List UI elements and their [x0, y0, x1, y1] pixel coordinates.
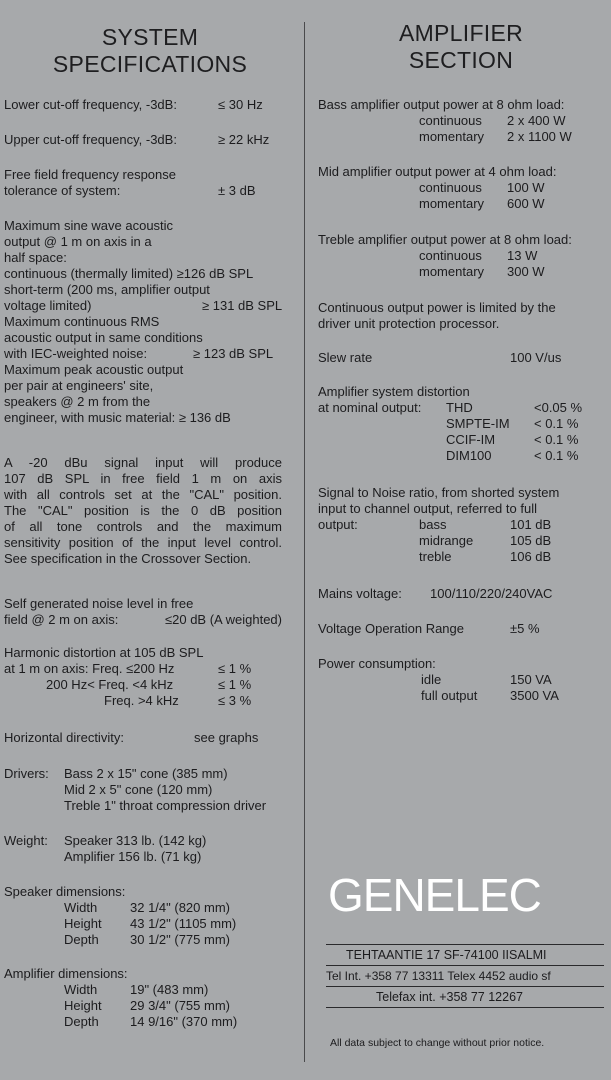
- upper-cutoff-value: ≥ 22 kHz: [218, 132, 270, 147]
- snr-mid-value: 105 dB: [510, 533, 552, 548]
- upper-cutoff-label: Upper cut-off frequency, -3dB:: [4, 132, 177, 147]
- system-heading: [0, 24, 300, 78]
- mains-voltage-value: 100/110/220/240VAC: [430, 586, 553, 601]
- treble-momentary-label: momentary: [419, 264, 485, 279]
- snr-mid-label: midrange: [419, 533, 474, 548]
- speaker-dimensions-label: Speaker dimensions:: [4, 884, 126, 899]
- bass-amp-title: Bass amplifier output power at 8 ohm load:: [318, 97, 565, 112]
- voltage-range-label: Voltage Operation Range: [318, 621, 464, 636]
- address-bottom-rule: [326, 1007, 604, 1008]
- maxsine-line-9-label: with IEC-weighted noise:: [4, 346, 148, 361]
- slew-rate-value: 100 V/us: [510, 350, 562, 365]
- cal-paragraph-line-6: sensitivity position of the input level control.: [4, 535, 282, 550]
- address-top-rule: [326, 944, 604, 945]
- drivers-bass: Bass 2 x 15" cone (385 mm): [64, 766, 228, 781]
- drivers-mid: Mid 2 x 5" cone (120 mm): [64, 782, 213, 797]
- cal-paragraph-line-5: of all tone controls and the maximum: [4, 519, 282, 534]
- treble-continuous-value: 13 W: [507, 248, 538, 263]
- amplifier-depth-label: Depth: [64, 1014, 99, 1029]
- snr-line-2: input to channel output, referred to full: [318, 501, 537, 516]
- power-full-label: full output: [421, 688, 478, 703]
- telephone-line: Tel Int. +358 77 13311 Telex 4452 audio sf: [326, 969, 551, 983]
- address-rule-2: [326, 965, 604, 966]
- distortion-dim-value: < 0.1 %: [534, 448, 579, 463]
- distortion-dim-label: DIM100: [446, 448, 492, 463]
- treble-amp-title: Treble amplifier output power at 8 ohm load:: [318, 232, 572, 247]
- noise-line-2-label: field @ 2 m on axis:: [4, 612, 119, 627]
- amplifier-depth-value: 14 9/16" (370 mm): [130, 1014, 238, 1029]
- power-full-value: 3500 VA: [510, 688, 559, 703]
- weight-label: Weight:: [4, 833, 48, 848]
- maxsine-line-12: speakers @ 2 m from the: [4, 394, 151, 409]
- freefield-line-1: Free field frequency response: [4, 167, 176, 182]
- harmonic-line-4-value: ≤ 3 %: [218, 693, 252, 708]
- telefax-line: Telefax int. +358 77 12267: [376, 990, 523, 1004]
- noise-line-1: Self generated noise level in free: [4, 596, 194, 611]
- harmonic-line-3-value: ≤ 1 %: [218, 677, 252, 692]
- maxsine-line-6-value: ≥ 131 dB SPL: [202, 298, 283, 313]
- amplifier-height-label: Height: [64, 998, 102, 1013]
- amplifier-dimensions-label: Amplifier dimensions:: [4, 966, 128, 981]
- mid-continuous-label: continuous: [419, 180, 482, 195]
- freefield-value: ± 3 dB: [218, 183, 256, 198]
- lower-cutoff-label: Lower cut-off frequency, -3dB:: [4, 97, 177, 112]
- distortion-line-2: at nominal output:: [318, 400, 422, 415]
- distortion-smpte-value: < 0.1 %: [534, 416, 579, 431]
- power-idle-label: idle: [421, 672, 442, 687]
- distortion-ccif-label: CCIF-IM: [446, 432, 496, 447]
- horizontal-directivity-value: see graphs: [194, 730, 259, 745]
- maxsine-line-4: continuous (thermally limited) ≥126 dB SPL: [4, 266, 254, 281]
- snr-treble-label: treble: [419, 549, 452, 564]
- bass-momentary-value: 2 x 1100 W: [507, 129, 572, 144]
- snr-bass-label: bass: [419, 517, 447, 532]
- harmonic-line-2-value: ≤ 1 %: [218, 661, 252, 676]
- speaker-depth-label: Depth: [64, 932, 99, 947]
- speaker-width-value: 32 1/4" (820 mm): [130, 900, 230, 915]
- horizontal-directivity-label: Horizontal directivity:: [4, 730, 124, 745]
- continuous-note-line-1: Continuous output power is limited by the: [318, 300, 556, 315]
- distortion-thd-value: <0.05 %: [534, 400, 583, 415]
- column-divider: [304, 22, 305, 1062]
- distortion-smpte-label: SMPTE-IM: [446, 416, 510, 431]
- harmonic-line-2-label: at 1 m on axis: Freq. ≤200 Hz: [4, 661, 175, 676]
- maxsine-line-2: output @ 1 m on axis in a: [4, 234, 152, 249]
- bass-momentary-label: momentary: [419, 129, 485, 144]
- maxsine-line-9-value: ≥ 123 dB SPL: [193, 346, 274, 361]
- heading-line-2: SPECIFICATIONS: [52, 51, 248, 77]
- heading-line-1: AMPLIFIER: [398, 20, 524, 46]
- lower-cutoff-value: ≤ 30 Hz: [218, 97, 263, 112]
- heading-line-2: SECTION: [408, 47, 514, 73]
- drivers-label: Drivers:: [4, 766, 49, 781]
- maxsine-line-1: Maximum sine wave acoustic: [4, 218, 174, 233]
- heading-line-1: SYSTEM: [101, 24, 199, 50]
- treble-momentary-value: 300 W: [507, 264, 545, 279]
- maxsine-line-13: engineer, with music material: ≥ 136 dB: [4, 410, 231, 425]
- maxsine-line-7: Maximum continuous RMS: [4, 314, 160, 329]
- distortion-ccif-value: < 0.1 %: [534, 432, 579, 447]
- cal-paragraph-line-1: A -20 dBu signal input will produce: [4, 455, 282, 470]
- system-specifications-column: [0, 0, 300, 1080]
- distortion-thd-label: THD: [446, 400, 473, 415]
- amplifier-height-value: 29 3/4" (755 mm): [130, 998, 230, 1013]
- snr-bass-value: 101 dB: [510, 517, 552, 532]
- maxsine-line-5: short-term (200 ms, amplifier output: [4, 282, 210, 297]
- amplifier-width-label: Width: [64, 982, 98, 997]
- maxsine-line-6-label: voltage limited): [4, 298, 92, 313]
- cal-paragraph-line-2: 107 dB SPL in free field 1 m on axis: [4, 471, 282, 486]
- harmonic-line-4-label: Freq. >4 kHz: [104, 693, 179, 708]
- speaker-height-value: 43 1/2" (1105 mm): [130, 916, 237, 931]
- mid-momentary-label: momentary: [419, 196, 485, 211]
- address-line: TEHTAANTIE 17 SF-74100 IISALMI: [346, 948, 547, 962]
- weight-amplifier: Amplifier 156 lb. (71 kg): [64, 849, 202, 864]
- distortion-line-1: Amplifier system distortion: [318, 384, 470, 399]
- drivers-treble: Treble 1" throat compression driver: [64, 798, 267, 813]
- slew-rate-label: Slew rate: [318, 350, 373, 365]
- mid-amp-title: Mid amplifier output power at 4 ohm load:: [318, 164, 557, 179]
- disclaimer-note: All data subject to change without prior notice.: [330, 1037, 545, 1049]
- snr-treble-value: 106 dB: [510, 549, 552, 564]
- maxsine-line-11: per pair at engineers' site,: [4, 378, 154, 393]
- speaker-depth-value: 30 1/2" (775 mm): [130, 932, 230, 947]
- amplifier-width-value: 19" (483 mm): [130, 982, 209, 997]
- bass-continuous-label: continuous: [419, 113, 482, 128]
- address-rule-3: [326, 986, 604, 987]
- treble-continuous-label: continuous: [419, 248, 482, 263]
- speaker-width-label: Width: [64, 900, 98, 915]
- harmonic-line-3-label: 200 Hz< Freq. <4 kHz: [46, 677, 174, 692]
- freefield-line-2: tolerance of system:: [4, 183, 121, 198]
- mid-momentary-value: 600 W: [507, 196, 545, 211]
- cal-paragraph-line-7: See specification in the Crossover Section.: [4, 551, 252, 566]
- maxsine-line-3: half space:: [4, 250, 67, 265]
- speaker-height-label: Height: [64, 916, 102, 931]
- weight-speaker: Speaker 313 lb. (142 kg): [64, 833, 207, 848]
- maxsine-line-8: acoustic output in same conditions: [4, 330, 203, 345]
- mains-voltage-label: Mains voltage:: [318, 586, 402, 601]
- harmonic-line-1: Harmonic distortion at 105 dB SPL: [4, 645, 204, 660]
- snr-line-1: Signal to Noise ratio, from shorted system: [318, 485, 560, 500]
- genelec-logo: GENELEC: [328, 869, 541, 921]
- noise-line-2-value: ≤20 dB (A weighted): [165, 612, 282, 627]
- bass-continuous-value: 2 x 400 W: [507, 113, 566, 128]
- voltage-range-value: ±5 %: [510, 621, 540, 636]
- mid-continuous-value: 100 W: [507, 180, 545, 195]
- snr-line-3: output:: [318, 517, 358, 532]
- continuous-note-line-2: driver unit protection processor.: [318, 316, 500, 331]
- amplifier-heading: [311, 20, 611, 74]
- power-consumption-title: Power consumption:: [318, 656, 436, 671]
- cal-paragraph-line-4: The "CAL" position is the 0 dB position: [4, 503, 282, 518]
- power-idle-value: 150 VA: [510, 672, 552, 687]
- maxsine-line-10: Maximum peak acoustic output: [4, 362, 184, 377]
- cal-paragraph-line-3: with all controls set at the "CAL" position.: [4, 487, 282, 502]
